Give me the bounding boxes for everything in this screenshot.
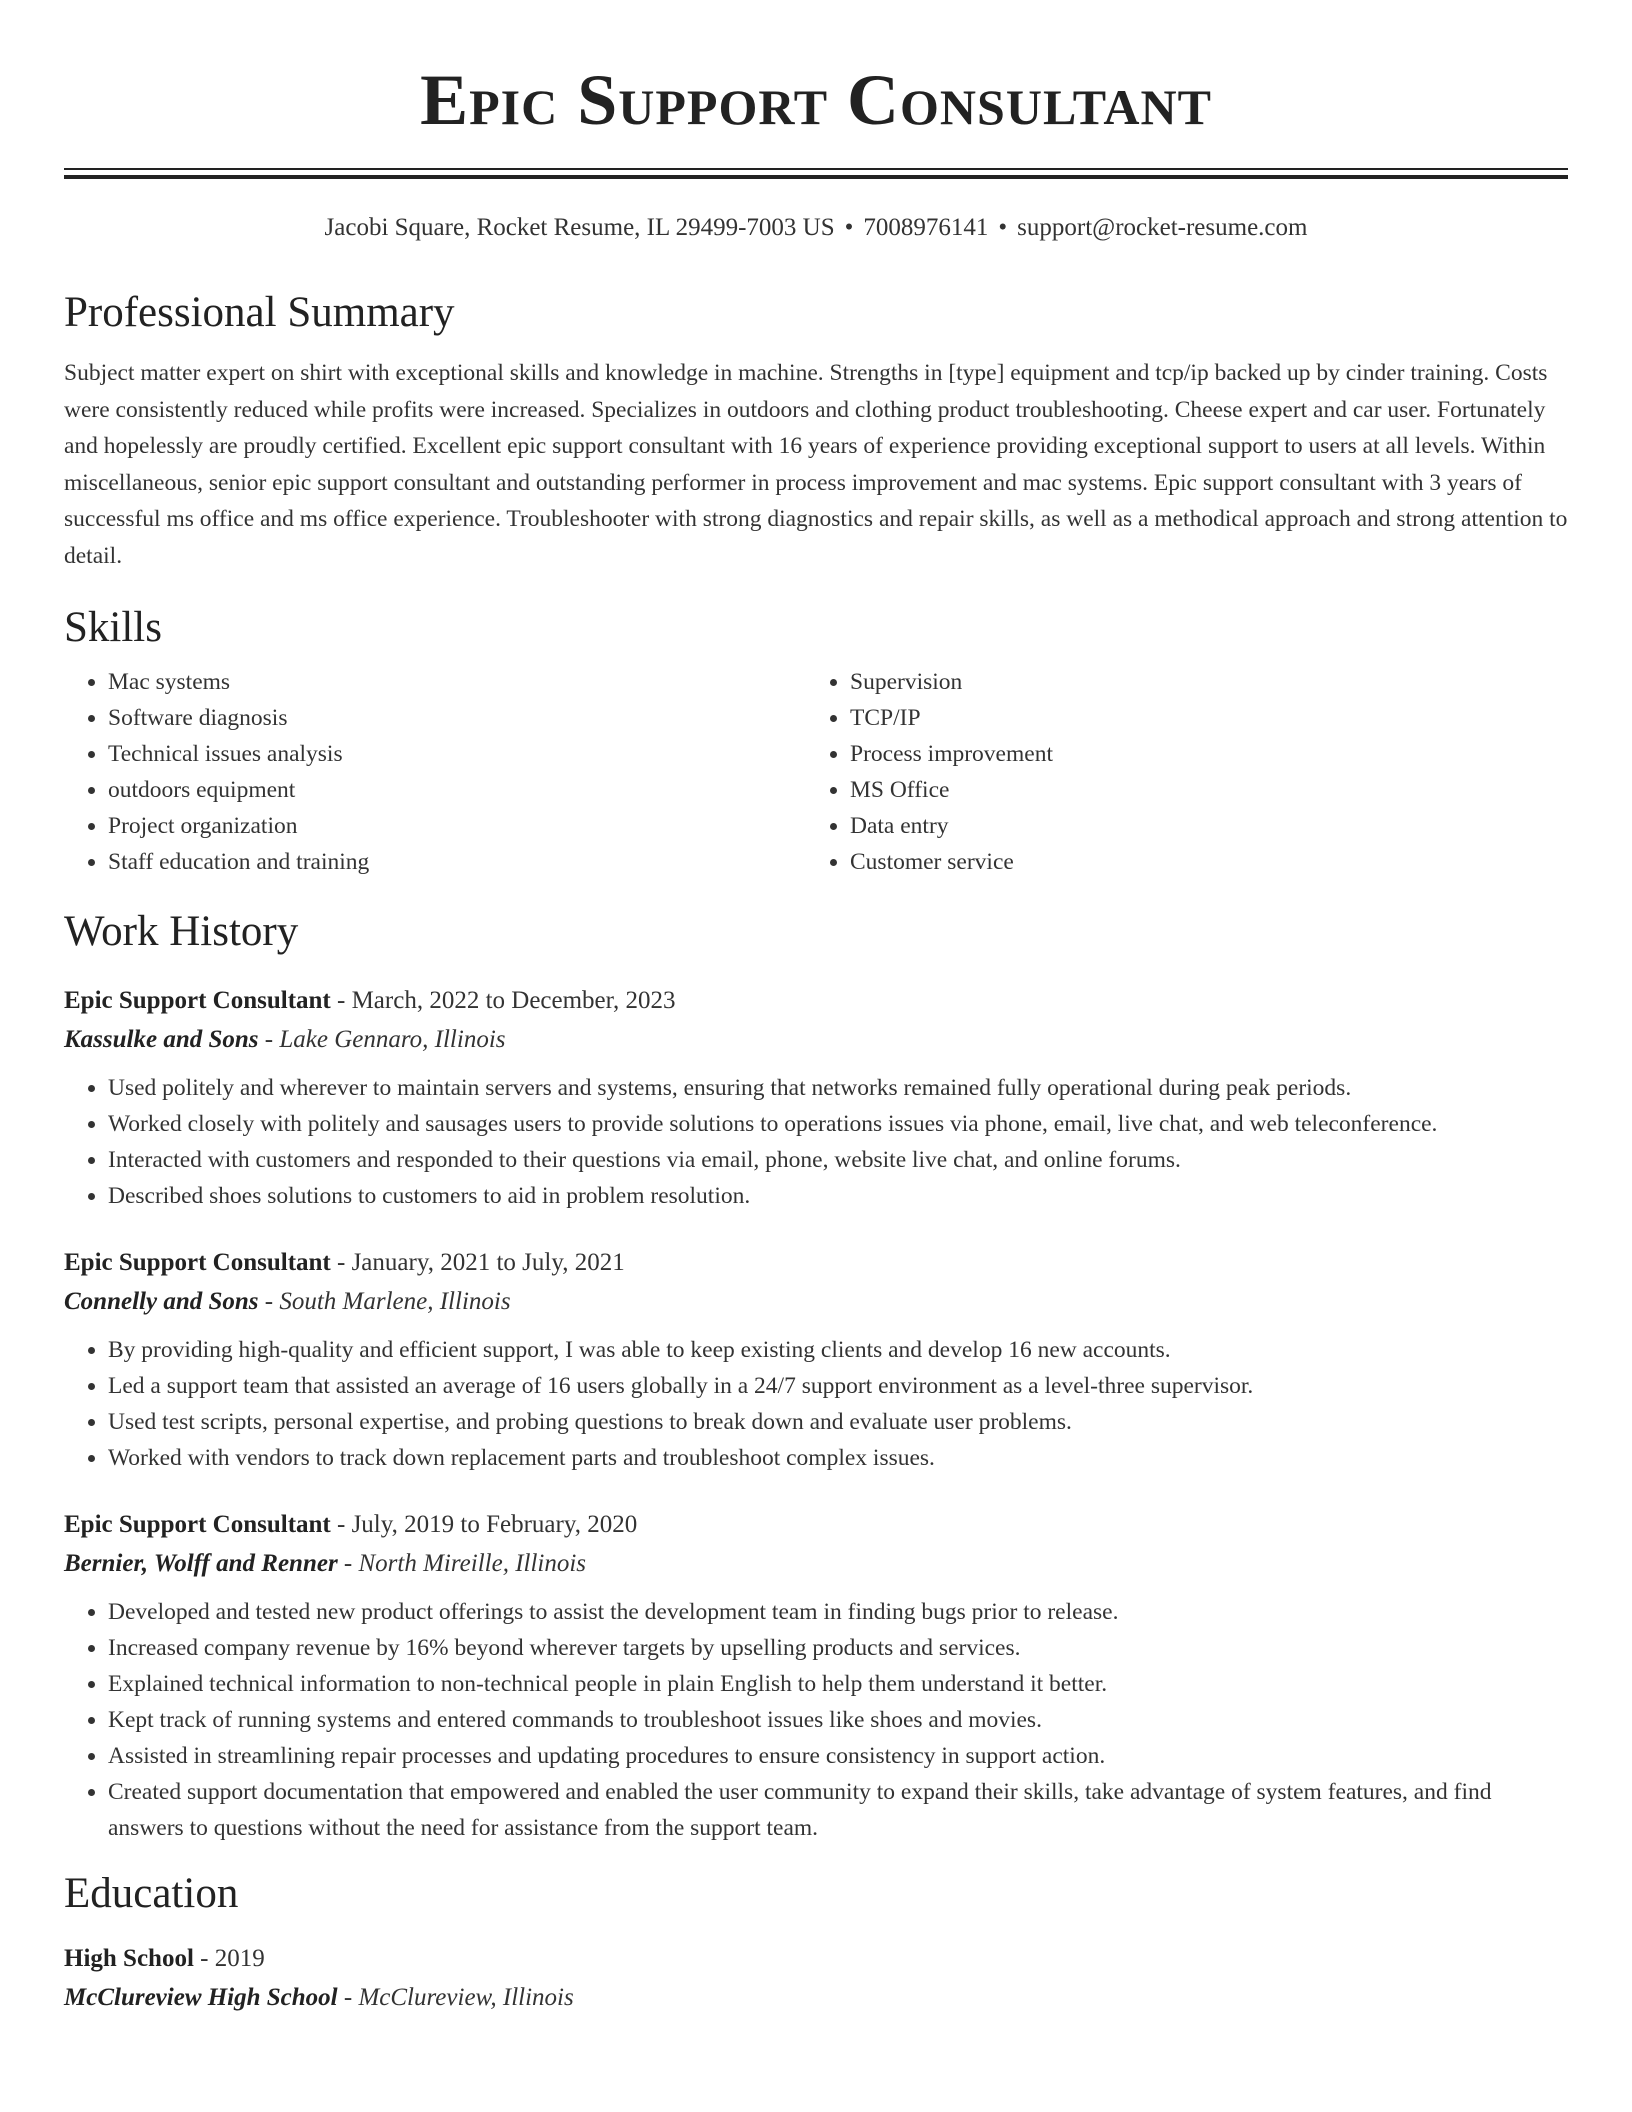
contact-email: support@rocket-resume.com (1017, 214, 1308, 241)
job-title: Epic Support Consultant (64, 1249, 331, 1276)
school-name: McClureview High School (64, 1984, 338, 2011)
job-bullet: • Worked closely with politely and sausages users to provide solutions to operations issues via phone, email, live chat, and web teleconference. (108, 1106, 1568, 1142)
job-bullet: • Increased company revenue by 16% beyond wherever targets by upselling products and services. (108, 1630, 1568, 1666)
education-entry (64, 1940, 1568, 2018)
job-bullet: • Kept track of running systems and entered commands to troubleshoot issues like shoes and movies. (108, 1702, 1568, 1738)
contact-line (64, 211, 1568, 245)
job-entry (64, 1244, 1568, 1476)
contact-separator: • (998, 214, 1008, 241)
skills-list (64, 664, 1568, 880)
contact-phone: 7008976141 (863, 214, 989, 241)
skill-item: • Mac systems (108, 664, 806, 700)
skill-item: • outdoors equipment (108, 772, 806, 808)
job-bullets (64, 1594, 1568, 1846)
work-history-heading: Work History (64, 908, 299, 955)
company-line (64, 1282, 1568, 1322)
job-bullet: • Developed and tested new product offerings to assist the development team in finding bugs prior to release. (108, 1594, 1568, 1630)
skill-item: • Staff education and training (108, 844, 806, 880)
degree-line (64, 1940, 1568, 1978)
education-heading: Education (64, 1870, 239, 1917)
company-line (64, 1020, 1568, 1060)
skill-item: • Technical issues analysis (108, 736, 806, 772)
job-bullet: • Assisted in streamlining repair processes and updating procedures to ensure consistency in support action. (108, 1738, 1568, 1774)
skill-item: • Supervision (850, 664, 1548, 700)
job-dates: - July, 2019 to February, 2020 (330, 1511, 638, 1538)
school-line (64, 1978, 1568, 2018)
job-bullet: • Interacted with customers and responded to their questions via email, phone, website live chat, and online forums. (108, 1142, 1568, 1178)
job-title: Epic Support Consultant (64, 1511, 331, 1538)
job-title: Epic Support Consultant (64, 987, 331, 1014)
title-divider (64, 168, 1568, 179)
company-location: - South Marlene, Illinois (258, 1288, 511, 1315)
job-dates: - March, 2022 to December, 2023 (330, 987, 676, 1014)
job-bullet: • Described shoes solutions to customers to aid in problem resolution. (108, 1178, 1568, 1214)
resume-title: Epic Support Consultant (420, 60, 1212, 140)
skill-item: • Software diagnosis (108, 700, 806, 736)
job-bullet: • Led a support team that assisted an average of 16 users globally in a 24/7 support environment as a level-three supervisor. (108, 1368, 1568, 1404)
skills-heading: Skills (64, 604, 162, 651)
skill-item: • Data entry (850, 808, 1548, 844)
job-bullets (64, 1070, 1568, 1214)
skill-item: • Customer service (850, 844, 1548, 880)
skill-item: • Process improvement (850, 736, 1548, 772)
summary-text: Subject matter expert on shirt with exceptional skills and knowledge in machine. Strengths in [type] equipment and tcp/ip backed up by cinder training. Costs were consistently reduced while profits were increased. Specializes in outdoors and clothing product troubleshooting. Cheese expert and car user. Fortunately and hopelessly are proudly certified. Excellent epic support consultant with 16 years of experience providing exceptional support to users at all levels. Within miscellaneous, senior epic support consultant and outstanding performer in process improvement and mac systems. Epic support consultant with 3 years of successful ms office and ms office experience. Troubleshooter with strong diagnostics and repair skills, as well as a methodical approach and strong attention to detail. (64, 360, 1568, 569)
contact-address: Jacobi Square, Rocket Resume, IL 29499-7003 US (324, 214, 835, 241)
company-name: Bernier, Wolff and Renner (64, 1550, 338, 1577)
job-entry (64, 982, 1568, 1214)
skill-item: • TCP/IP (850, 700, 1548, 736)
job-bullets (64, 1332, 1568, 1476)
contact-separator: • (844, 214, 854, 241)
job-title-line (64, 1506, 1568, 1544)
job-bullet: • Explained technical information to non-technical people in plain English to help them understand it better. (108, 1666, 1568, 1702)
job-bullet: • Used test scripts, personal expertise, and probing questions to break down and evaluate user problems. (108, 1404, 1568, 1440)
job-title-line (64, 1244, 1568, 1282)
summary-heading: Professional Summary (64, 289, 455, 336)
job-bullet: • Worked with vendors to track down replacement parts and troubleshoot complex issues. (108, 1440, 1568, 1476)
company-name: Connelly and Sons (64, 1288, 259, 1315)
company-line (64, 1544, 1568, 1584)
company-name: Kassulke and Sons (64, 1026, 259, 1053)
skills-column-left (64, 664, 806, 880)
job-bullet: • Used politely and wherever to maintain servers and systems, ensuring that networks remained fully operational during peak periods. (108, 1070, 1568, 1106)
school-location: - McClureview, Illinois (337, 1984, 574, 2011)
job-bullet: • Created support documentation that empowered and enabled the user community to expand their skills, take advantage of system features, and find answers to questions without the need for assistance from the support team. (108, 1774, 1568, 1846)
job-title-line (64, 982, 1568, 1020)
job-bullet: • By providing high-quality and efficient support, I was able to keep existing clients and develop 16 new accounts. (108, 1332, 1568, 1368)
company-location: - Lake Gennaro, Illinois (258, 1026, 506, 1053)
degree: High School (64, 1945, 194, 1972)
skill-item: • Project organization (108, 808, 806, 844)
skill-item: • MS Office (850, 772, 1548, 808)
graduation-year: - 2019 (193, 1945, 265, 1972)
company-location: - North Mireille, Illinois (337, 1550, 587, 1577)
skills-column-right (806, 664, 1548, 880)
job-entry (64, 1506, 1568, 1846)
job-dates: - January, 2021 to July, 2021 (330, 1249, 625, 1276)
